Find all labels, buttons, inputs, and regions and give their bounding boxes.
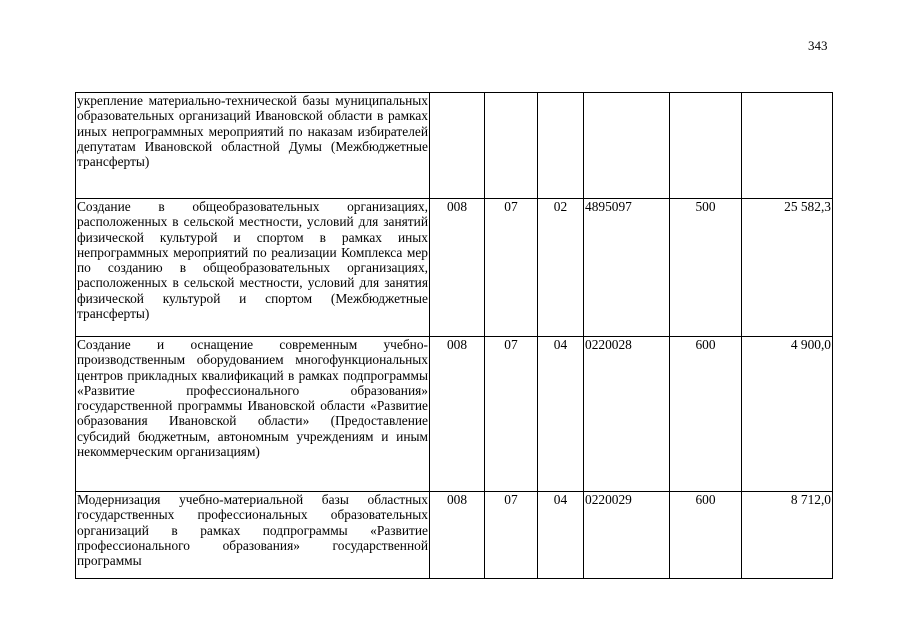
ministry-code: 008 [430, 199, 485, 337]
subsection-code: 04 [538, 492, 584, 579]
table-row [76, 337, 833, 492]
section-code: 07 [485, 199, 538, 337]
subsection-code: 04 [538, 337, 584, 492]
row-description: Модернизация учебно-материальной базы областных государственных профессиональных образовательных организаций в рамках подпрограммы «Развитие профессионального образования» государственной программы [76, 492, 430, 579]
target-article-code: 0220028 [584, 337, 670, 492]
subsection-code: 02 [538, 199, 584, 337]
target-article-code [584, 93, 670, 199]
table-row [76, 492, 833, 579]
amount-value: 4 900,0 [742, 337, 833, 492]
row-description: Создание в общеобразовательных организациях, расположенных в сельской местности, условий для занятий физической культурой и спортом в рамках иных непрограммных мероприятий по реализации Комплекса мер по созданию в общеобразовательных организациях, расположенных в сельской местности, условий для занятия физической культурой и спортом (Межбюджетные трансферты) [76, 199, 430, 337]
expense-type-code: 500 [670, 199, 742, 337]
amount-value [742, 93, 833, 199]
section-code: 07 [485, 337, 538, 492]
ministry-code: 008 [430, 337, 485, 492]
table-row [76, 93, 833, 199]
expense-type-code: 600 [670, 337, 742, 492]
expense-type-code [670, 93, 742, 199]
budget-table [75, 92, 833, 579]
ministry-code [430, 93, 485, 199]
row-description: укрепление материально-технической базы муниципальных образовательных организаций Ивановской области в рамках иных непрограммных мероприятий по наказам избирателей депутатам Ивановской областной Думы (Межбюджетные трансферты) [76, 93, 430, 199]
target-article-code: 0220029 [584, 492, 670, 579]
ministry-code: 008 [430, 492, 485, 579]
section-code: 07 [485, 492, 538, 579]
section-code [485, 93, 538, 199]
table-row [76, 199, 833, 337]
page-number: 343 [808, 38, 828, 53]
amount-value: 25 582,3 [742, 199, 833, 337]
target-article-code: 4895097 [584, 199, 670, 337]
subsection-code [538, 93, 584, 199]
amount-value: 8 712,0 [742, 492, 833, 579]
row-description: Создание и оснащение современным учебно-производственным оборудованием многофункциональных центров прикладных квалификаций в рамках подпрограммы «Развитие профессионального образования» государственной программы Ивановской области «Развитие образования Ивановской области» (Предоставление субсидий бюджетным, автономным учреждениям и иным некоммерческим организациям) [76, 337, 430, 492]
expense-type-code: 600 [670, 492, 742, 579]
